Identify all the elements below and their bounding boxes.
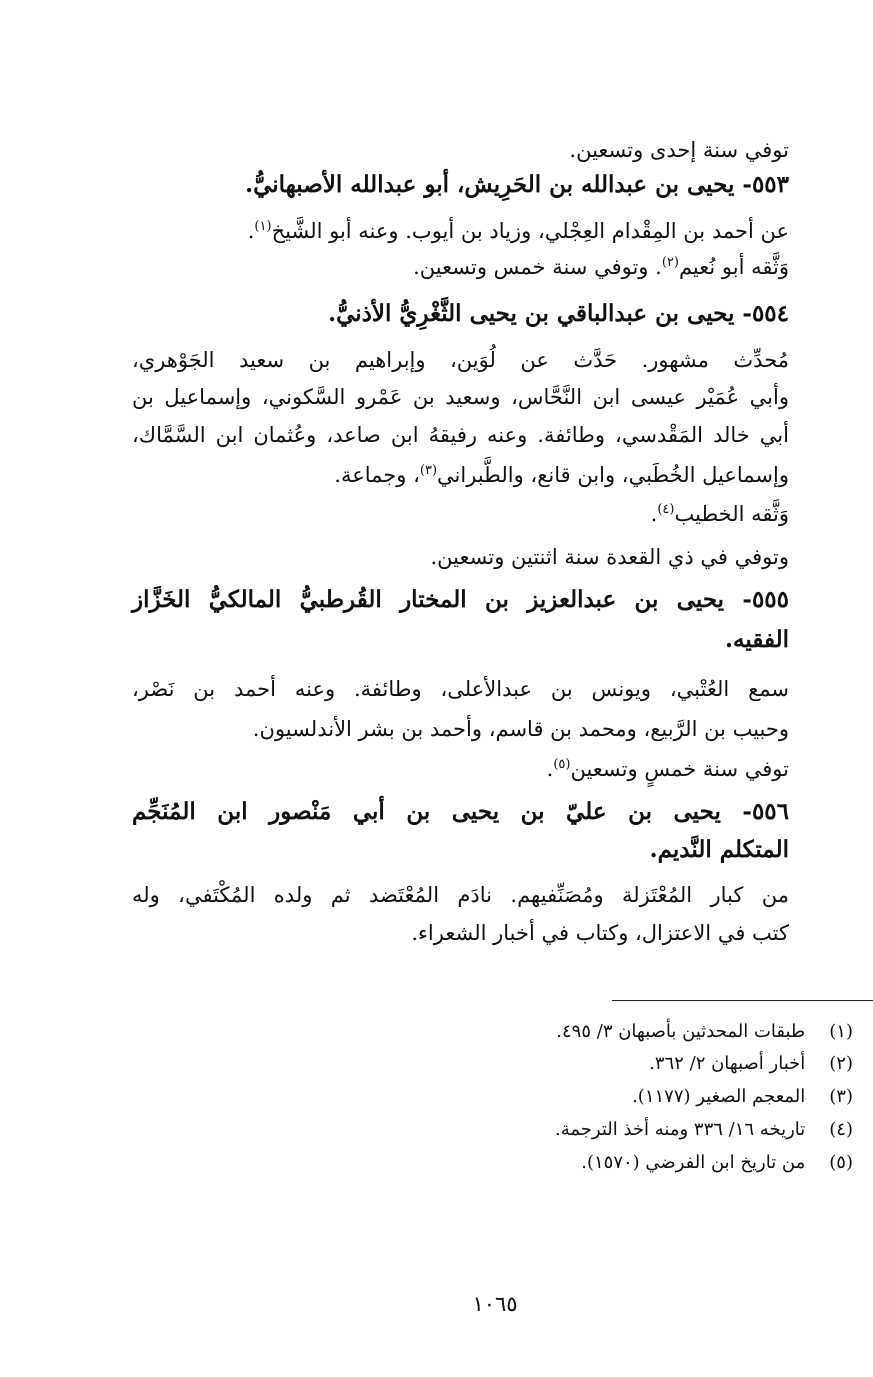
text-line: من كبار المُعْتَزلة ومُصَنِّفيهم. نادَم المُعْتَضد ثم ولده المُكْتَفي، وله <box>132 883 789 907</box>
page-number: ١٠٦٥ <box>472 1292 518 1316</box>
text-line: وإسماعيل الخُطَبي، وابن قانع، والطَّبراني$^{(٣)}$، وجماعة. <box>334 463 789 487</box>
text-line: توفي سنة إحدى وتسعين. <box>569 138 789 162</box>
footnote-5: (٥) من تاريخ ابن الفرضي (١٥٧٠). <box>581 1152 853 1173</box>
footnote-ref[interactable]: (٤) <box>657 502 675 517</box>
text-line: توفي سنة خمسٍ وتسعين$^{(٥)}$. <box>546 757 789 781</box>
entry-heading-555: ٥٥٥- يحيى بن عبدالعزيز بن المختار القُرطبيُّ المالكيُّ الخَزَّاز <box>132 586 789 613</box>
text-line: مُحدِّث مشهور. حَدَّث عن لُوَين، وإبراهيم بن سعيد الجَوْهري، <box>132 348 789 372</box>
footnote-ref[interactable]: (٣) <box>419 463 438 478</box>
footnote-4: (٤) تاريخه ١٦/ ٣٣٦ ومنه أخذ الترجمة. <box>555 1119 853 1140</box>
text-line: وَثَّقه أبو نُعيم$^{(٢)}$. وتوفي سنة خمس وتسعين. <box>413 255 789 279</box>
entry-heading-556-cont: المتكلم النَّديم. <box>649 836 789 863</box>
footnote-1: (١) طبقات المحدثين بأصبهان ٣/ ٤٩٥. <box>556 1021 853 1042</box>
text-line: وتوفي في ذي القعدة سنة اثنتين وتسعين. <box>430 545 789 569</box>
entry-heading-556: ٥٥٦- يحيى بن عليّ بن يحيى بن أبي مَنْصور ابن المُنَجِّم <box>132 798 789 825</box>
entry-heading-554: ٥٥٤- يحيى بن عبدالباقي بن يحيى الثَّغْرِيُّ الأذنيُّ. <box>328 300 789 327</box>
footnote-ref[interactable]: (٢) <box>661 255 679 270</box>
entry-heading-553: ٥٥٣- يحيى بن عبدالله بن الحَرِيش، أبو عبدالله الأصبهانيُّ. <box>245 171 789 198</box>
footnote-ref[interactable]: (١) <box>254 219 272 234</box>
text-line: وأبي عُمَيْر عيسى ابن النَّحَّاس، وسعيد بن عَمْرو السَّكوني، وإسماعيل بن <box>132 385 789 409</box>
text-line: كتب في الاعتزال، وكتاب في أخبار الشعراء. <box>411 921 789 945</box>
footnote-3: (٣) المعجم الصغير (١١٧٧). <box>632 1086 853 1107</box>
text-line: عن أحمد بن المِقْدام العِجْلي، وزياد بن أيوب. وعنه أبو الشَّيخ$^{(١)}$. <box>247 219 789 243</box>
text-line: سمع العُتْبي، ويونس بن عبدالأعلى، وطائفة. وعنه أحمد بن نَصْر، <box>132 677 789 701</box>
entry-heading-555-cont: الفقيه. <box>725 626 789 653</box>
footnote-2: (٢) أخبار أصبهان ٢/ ٣٦٢. <box>649 1053 853 1074</box>
text-line: وَثَّقه الخطيب$^{(٤)}$. <box>650 502 789 526</box>
text-line: أبي خالد المَقْدسي، وطائفة. وعنه رفيقهُ ابن صاعد، وعُثمان ابن السَّمَّاك، <box>132 423 789 447</box>
footnote-divider <box>612 1000 873 1001</box>
text-line: وحبيب بن الرَّبيع، ومحمد بن قاسم، وأحمد بن بشر الأندلسيون. <box>252 717 789 741</box>
footnote-ref[interactable]: (٥) <box>553 757 571 772</box>
